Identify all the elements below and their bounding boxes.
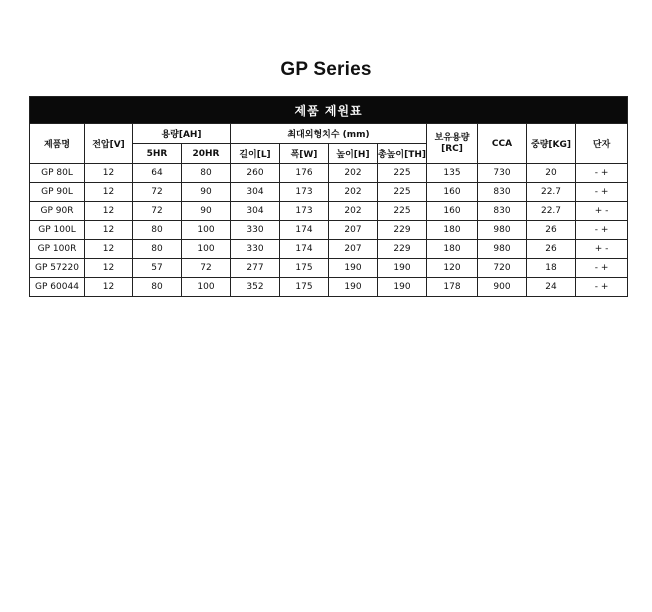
header-capacity: 용량[AH] [133,124,231,144]
table-cell: 260 [231,164,280,183]
table-cell: 100 [182,221,231,240]
table-cell: 72 [133,183,182,202]
table-row [30,164,628,183]
subheader-length: 길이[L] [231,144,280,164]
table-cell: 202 [329,202,378,221]
model-cell: GP 100L [30,221,85,240]
table-cell: 980 [478,221,527,240]
model-cell: GP 90L [30,183,85,202]
table-cell: 176 [280,164,329,183]
table-cell: 207 [329,240,378,259]
header-weight: 중량[KG] [527,124,576,164]
model-cell: GP 80L [30,164,85,183]
table-cell: 175 [280,259,329,278]
model-cell: GP 90R [30,202,85,221]
table-cell: 225 [378,183,427,202]
table-cell: 174 [280,221,329,240]
table-cell: 720 [478,259,527,278]
subheader-20hr: 20HR [182,144,231,164]
table-cell: 174 [280,240,329,259]
table-cell: 64 [133,164,182,183]
table-cell: 830 [478,202,527,221]
table-cell: 80 [182,164,231,183]
table-cell: 225 [378,202,427,221]
header-dimensions: 최대외형치수 (mm) [231,124,427,144]
table-cell: 190 [378,259,427,278]
model-cell: GP 100R [30,240,85,259]
table-cell: 160 [427,183,478,202]
table-banner: 제품 제원표 [30,97,628,124]
header-model: 제품명 [30,124,85,164]
table-cell: 190 [378,278,427,297]
table-cell: 90 [182,183,231,202]
table-cell: 72 [133,202,182,221]
table-cell: 730 [478,164,527,183]
table-cell: 330 [231,240,280,259]
table-cell: 225 [378,164,427,183]
table-cell: - + [576,164,628,183]
table-row [30,278,628,297]
table-row [30,183,628,202]
table-cell: 900 [478,278,527,297]
table-cell: 26 [527,240,576,259]
table-cell: 90 [182,202,231,221]
table-cell: 160 [427,202,478,221]
table-cell: 229 [378,221,427,240]
table-cell: + - [576,202,628,221]
table-cell: 80 [133,221,182,240]
header-voltage: 전압[V] [85,124,133,164]
table-cell: 20 [527,164,576,183]
table-cell: 72 [182,259,231,278]
header-cca: CCA [478,124,527,164]
table-cell: 173 [280,202,329,221]
table-row [30,240,628,259]
header-terminal: 단자 [576,124,628,164]
table-cell: 180 [427,240,478,259]
subheader-width: 폭[W] [280,144,329,164]
table-cell: 830 [478,183,527,202]
table-cell: 80 [133,278,182,297]
table-cell: - + [576,259,628,278]
table-cell: 202 [329,164,378,183]
spec-table [29,96,628,297]
table-cell: 80 [133,240,182,259]
table-cell: 304 [231,202,280,221]
table-cell: 229 [378,240,427,259]
table-cell: 190 [329,259,378,278]
table-cell: 190 [329,278,378,297]
table-cell: 12 [85,221,133,240]
page-title: GP Series [280,59,372,80]
table-cell: 175 [280,278,329,297]
table-cell: - + [576,278,628,297]
table-cell: 12 [85,240,133,259]
table-cell: 12 [85,183,133,202]
table-cell: 173 [280,183,329,202]
subheader-total-height: 총높이[TH] [378,144,427,164]
table-cell: + - [576,240,628,259]
table-cell: 202 [329,183,378,202]
table-cell: 304 [231,183,280,202]
table-cell: 12 [85,259,133,278]
table-cell: 24 [527,278,576,297]
table-cell: 135 [427,164,478,183]
subheader-height: 높이[H] [329,144,378,164]
table-cell: 57 [133,259,182,278]
header-reserve-capacity: 보유용량 [RC] [427,124,478,164]
table-cell: 26 [527,221,576,240]
table-cell: - + [576,221,628,240]
model-cell: GP 60044 [30,278,85,297]
table-cell: 207 [329,221,378,240]
table-row [30,221,628,240]
table-cell: 12 [85,202,133,221]
table-cell: - + [576,183,628,202]
model-cell: GP 57220 [30,259,85,278]
table-cell: 980 [478,240,527,259]
table-cell: 178 [427,278,478,297]
table-cell: 180 [427,221,478,240]
table-cell: 12 [85,164,133,183]
table-cell: 18 [527,259,576,278]
table-cell: 100 [182,240,231,259]
table-row [30,259,628,278]
table-cell: 22.7 [527,183,576,202]
table-cell: 12 [85,278,133,297]
table-cell: 277 [231,259,280,278]
table-cell: 100 [182,278,231,297]
table-cell: 352 [231,278,280,297]
table-cell: 120 [427,259,478,278]
table-row [30,202,628,221]
table-cell: 330 [231,221,280,240]
table-cell: 22.7 [527,202,576,221]
subheader-5hr: 5HR [133,144,182,164]
